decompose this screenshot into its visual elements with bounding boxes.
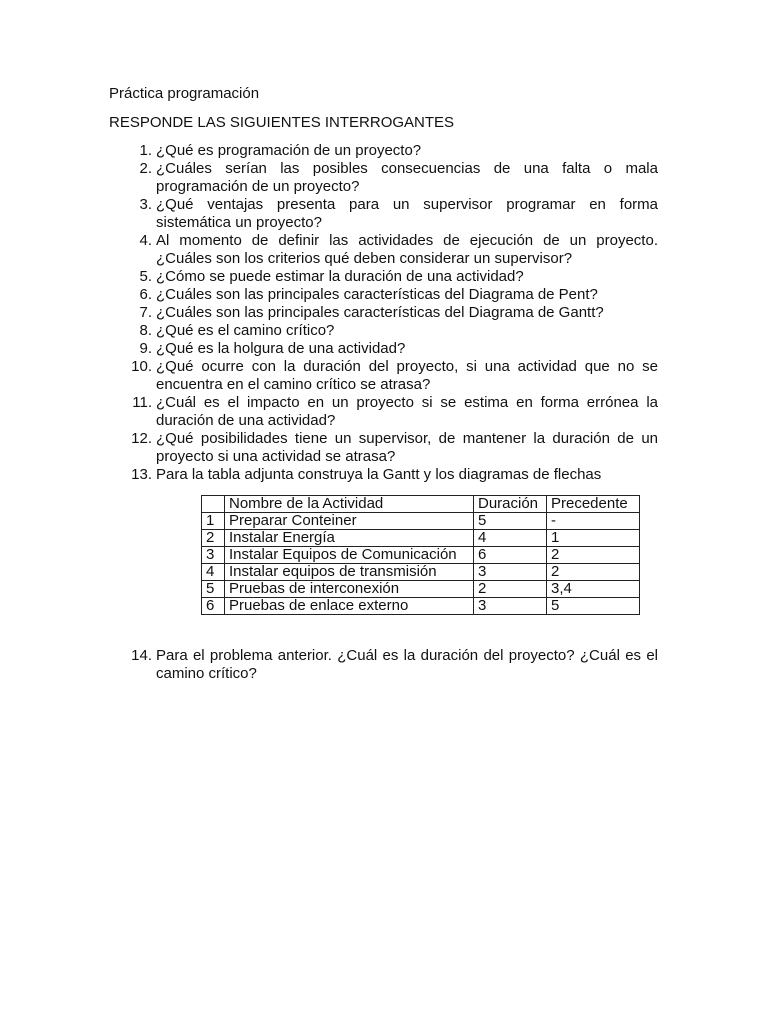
table-cell: 3 xyxy=(202,547,225,564)
question-number: 9. xyxy=(139,340,152,357)
table-row xyxy=(202,598,640,615)
table-cell: 3 xyxy=(474,564,547,581)
column-header xyxy=(202,496,225,513)
document-heading: RESPONDE LAS SIGUIENTES INTERROGANTES xyxy=(109,114,455,131)
question-number: 14. xyxy=(131,647,152,664)
table-row xyxy=(202,564,640,581)
table-cell: Pruebas de enlace externo xyxy=(225,598,474,615)
table-cell: Preparar Conteiner xyxy=(225,513,474,530)
table-cell: 2 xyxy=(202,530,225,547)
question-item xyxy=(109,647,658,683)
question-text: Para la tabla adjunta construya la Gantt y los diagramas de flechas xyxy=(156,466,602,483)
final-question-list xyxy=(109,647,658,683)
column-header: Duración xyxy=(474,496,547,513)
question-list xyxy=(109,142,658,484)
question-text: ¿Qué ocurre con la duración del proyecto, si una actividad que no se encuentra en el camino crítico se atrasa? xyxy=(156,358,658,393)
question-number: 3. xyxy=(139,196,152,213)
question-item xyxy=(109,304,658,322)
question-number: 10. xyxy=(131,358,152,375)
question-text: ¿Qué ventajas presenta para un supervisor programar en forma sistemática un proyecto? xyxy=(156,196,658,231)
table-cell: 6 xyxy=(202,598,225,615)
question-text: ¿Qué es programación de un proyecto? xyxy=(156,142,422,159)
question-number: 7. xyxy=(139,304,152,321)
table-cell: Instalar equipos de transmisión xyxy=(225,564,474,581)
table-cell: 5 xyxy=(202,581,225,598)
table-row xyxy=(202,547,640,564)
question-number: 13. xyxy=(131,466,152,483)
question-number: 1. xyxy=(139,142,152,159)
question-text: ¿Qué posibilidades tiene un supervisor, de mantener la duración de un proyecto si una actividad se atrasa? xyxy=(156,430,658,465)
column-header: Precedente xyxy=(547,496,640,513)
question-number: 12. xyxy=(131,430,152,447)
question-text: Para el problema anterior. ¿Cuál es la duración del proyecto? ¿Cuál es el camino crítico? xyxy=(156,647,658,682)
question-item xyxy=(109,466,658,484)
question-text: ¿Qué es el camino crítico? xyxy=(156,322,335,339)
table-row xyxy=(202,581,640,598)
question-item xyxy=(109,286,658,304)
table-cell: 6 xyxy=(474,547,547,564)
table-row xyxy=(202,530,640,547)
column-header: Nombre de la Actividad xyxy=(225,496,474,513)
document-title: Práctica programación xyxy=(109,85,260,102)
question-item xyxy=(109,394,658,430)
activities-table xyxy=(201,495,640,615)
question-text: ¿Cuáles son las principales características del Diagrama de Pent? xyxy=(156,286,598,303)
table-cell: 1 xyxy=(202,513,225,530)
question-item xyxy=(109,196,658,232)
table-cell: 2 xyxy=(547,547,640,564)
question-item xyxy=(109,268,658,286)
question-number: 11. xyxy=(132,394,152,411)
table-cell: 4 xyxy=(202,564,225,581)
question-item xyxy=(109,358,658,394)
table-cell: 5 xyxy=(474,513,547,530)
question-text: ¿Cuáles serían las posibles consecuencias de una falta o mala programación de un proyecto? xyxy=(156,160,658,195)
question-number: 6. xyxy=(139,286,152,303)
table-cell: 5 xyxy=(547,598,640,615)
question-number: 4. xyxy=(139,232,152,249)
question-text: ¿Cómo se puede estimar la duración de una actividad? xyxy=(156,268,524,285)
question-item xyxy=(109,322,658,340)
table-cell: 3,4 xyxy=(547,581,640,598)
question-number: 5. xyxy=(139,268,152,285)
table-cell: 2 xyxy=(474,581,547,598)
table-cell: 4 xyxy=(474,530,547,547)
question-item xyxy=(109,430,658,466)
table-cell: Instalar Energía xyxy=(225,530,474,547)
table-header-row xyxy=(202,496,640,513)
table-row xyxy=(202,513,640,530)
question-item xyxy=(109,232,658,268)
question-item xyxy=(109,160,658,196)
question-number: 2. xyxy=(139,160,152,177)
question-text: ¿Cuál es el impacto en un proyecto si se estima en forma errónea la duración de una actividad? xyxy=(156,394,658,429)
question-text: ¿Qué es la holgura de una actividad? xyxy=(156,340,406,357)
table-cell: 2 xyxy=(547,564,640,581)
question-text: ¿Cuáles son las principales características del Diagrama de Gantt? xyxy=(156,304,604,321)
table-cell: 1 xyxy=(547,530,640,547)
table-cell: 3 xyxy=(474,598,547,615)
table-cell: Instalar Equipos de Comunicación xyxy=(225,547,474,564)
question-item xyxy=(109,340,658,358)
table-cell: Pruebas de interconexión xyxy=(225,581,474,598)
question-number: 8. xyxy=(139,322,152,339)
question-text: Al momento de definir las actividades de ejecución de un proyecto. ¿Cuáles son los criterios qué deben considerar un supervisor? xyxy=(156,232,658,267)
table-cell: - xyxy=(547,513,640,530)
question-item xyxy=(109,142,658,160)
